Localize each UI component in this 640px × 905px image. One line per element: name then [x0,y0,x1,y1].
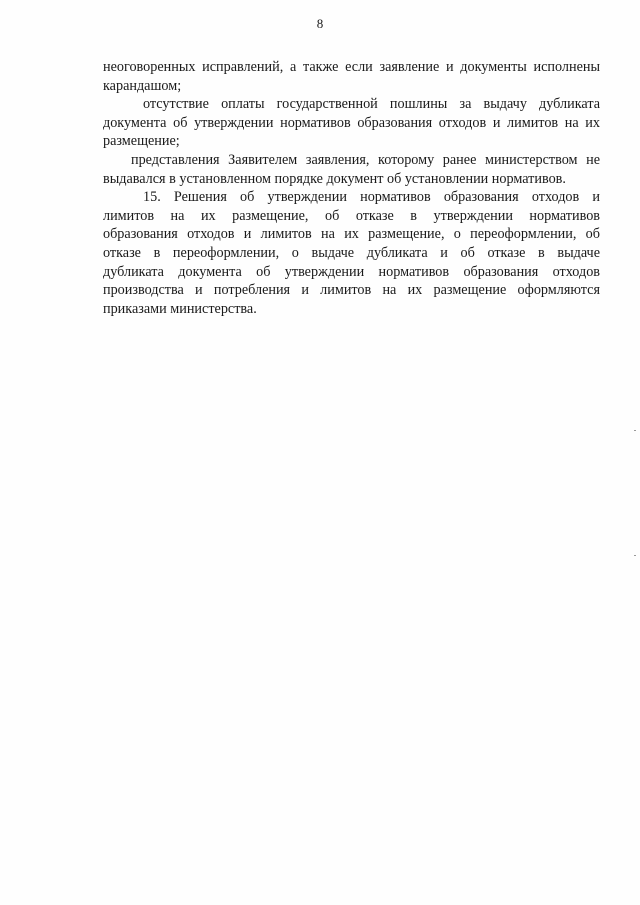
text-line: отказе в переоформлении, о выдаче дубликата и об отказе в выдаче [103,244,600,261]
scan-mark [634,430,636,431]
page-number: 8 [316,16,324,31]
text-line: производства и потребления и лимитов на их размещение оформляются [103,282,600,299]
paragraph-15-decisions [103,188,600,318]
text-line: дубликата документа об утверждении нормативов образования отходов [103,263,600,280]
text-line: документа об утверждении нормативов образования отходов и лимитов на их [103,114,600,131]
text-line: образования отходов и лимитов на их размещение, о переоформлении, об [103,226,600,243]
paragraph-no-fee [103,95,600,151]
document-body [103,58,600,318]
text-line: неоговоренных исправлений, а также если заявление и документы исполнены [103,59,600,75]
paragraph-not-issued [103,151,600,188]
text-line: 15. Решения об утверждении нормативов образования отходов и [143,189,600,206]
text-line: размещение; [103,133,180,150]
scan-mark [634,555,636,556]
text-line: выдавался в установленном порядке документ об установлении нормативов. [103,170,566,187]
text-line: приказами министерства. [103,300,257,317]
text-line: лимитов на их размещение, об отказе в утверждении нормативов [103,207,600,224]
text-line: отсутствие оплаты государственной пошлины за выдачу дубликата [143,96,600,113]
paragraph-continuation [103,58,600,95]
text-line: карандашом; [103,77,182,94]
text-line: представления Заявителем заявления, которому ранее министерством не [131,151,600,168]
